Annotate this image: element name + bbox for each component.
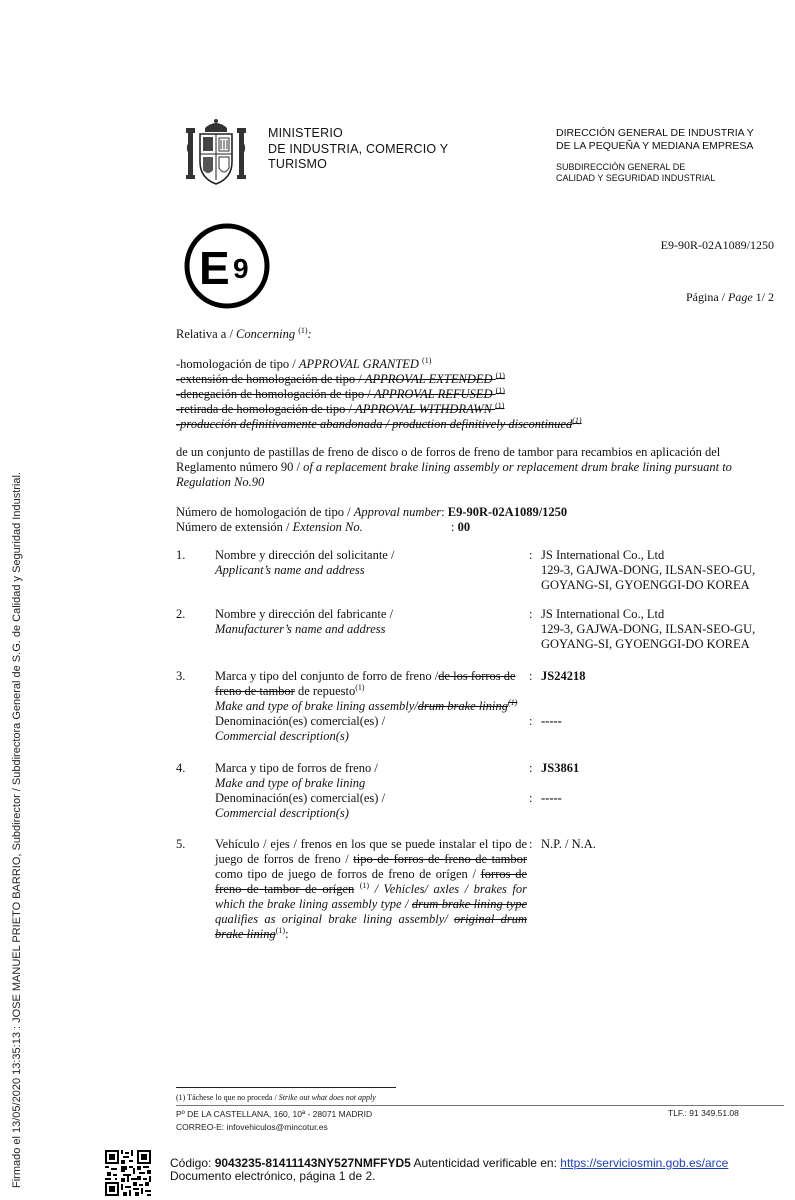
footer-email: CORREO-E: infovehiculos@mincotur.es (176, 1122, 328, 1132)
assembly-make-value: JS24218 (541, 669, 586, 683)
verification-link[interactable]: https://serviciosmin.gob.es/arce (560, 1156, 729, 1170)
reference-number: E9-90R-02A1089/1250 (660, 238, 774, 252)
verification-block: Código: 9043235-81411143NY527NMFFYD5 Autenticidad verificable en: https://serviciosmin.gob.es/arce Documento electrónico, página 1 de 2. (170, 1156, 729, 1183)
concerning-label: Relativa a / Concerning $^{(1)}$: (176, 325, 312, 341)
vehicles-value: N.P. / N.A. (541, 837, 596, 851)
item-manufacturer: 2. Nombre y dirección del fabricante / Manufacturer’s name and address : JS International Co., Ltd 129-3, GAJWA-DONG, ILSAN-SEO-GU, GOYANG-SI, GYOENGGI-DO KOREA (176, 607, 771, 652)
document-note: Documento electrónico, página 1 de 2. (170, 1169, 376, 1183)
subdirectorate-general: SUBDIRECCIÓN GENERAL DE CALIDAD Y SEGURIDAD INDUSTRIAL (556, 162, 716, 183)
qr-code-icon (105, 1150, 151, 1196)
signature-strip (0, 0, 22, 1200)
status-list (176, 357, 582, 432)
footer-phone: TLF.: 91 349.51.08 (668, 1108, 739, 1118)
footer-address: Pº DE LA CASTELLANA, 160, 10ª - 28071 MADRID CORREO-E: infovehiculos@mincotur.es (176, 1109, 373, 1132)
status-discontinued: -producción definitivamente abandonada / production definitively discontinued$^{(1)}$ (176, 415, 582, 431)
ministry-name: MINISTERIO DE INDUSTRIA, COMERCIO Y TURISMO (268, 126, 449, 171)
status-extended: -extensión de homologación de tipo / APPROVAL EXTENDED $^{(1)}$ (176, 370, 505, 386)
directorate-general: DIRECCIÓN GENERAL DE INDUSTRIA Y DE LA PEQUEÑA Y MEDIANA EMPRESA (556, 127, 754, 152)
intro-paragraph: de un conjunto de pastillas de freno de disco o de forros de freno de tambor para recambios en aplicación del Reglamento número 90 / of a replacement brake lining assembly or replacement drum brake lining pursuant to Regulation No.90 (176, 445, 732, 489)
extension-number: : 00 (451, 520, 471, 534)
item-vehicles: 5. Vehículo / ejes / frenos en los que se puede instalar el tipo de juego de forros de freno / tipo de forros de freno de tambor como tipo de juego de forros de freno de orígen / forros de freno de tambor de orígen $^{(1)}$ / Vehicles/ axles / brakes for which the brake lining assembly type / drum brake lining type qualifies as original brake lining assembly/ original drum brake lining$^{(1)}$: : N.P. / N.A. (176, 837, 771, 942)
approval-number-row: Número de homologación de tipo / Approval number: E9-90R-02A1089/1250 (176, 505, 568, 519)
status-withdrawn: -retirada de homologación de tipo / APPROVAL WITHDRAWN $^{(1)}$ (176, 400, 505, 416)
items-table (176, 548, 771, 942)
item-lining-make: 4. Marca y tipo de forros de freno / Make and type of brake lining : JS3861 (176, 761, 771, 791)
footnote-divider (176, 1087, 396, 1088)
item-assembly-make: 3. Marca y tipo del conjunto de forro de freno /de los forros de freno de tambor de repuesto$^{(1)}$ Make and type of brake lining assembly/drum brake lining$^{(1)}$ : JS24218 (176, 669, 771, 714)
page-indicator: Página / Page 1/ 2 (686, 290, 774, 304)
approval-number: E9-90R-02A1089/1250 (447, 505, 568, 519)
footnote: (1) Táchese lo que no proceda / Strike out what does not apply (176, 1093, 376, 1102)
manufacturer-value: JS International Co., Ltd 129-3, GAJWA-DONG, ILSAN-SEO-GU, GOYANG-SI, GYOENGGI-DO KOREA (541, 607, 756, 651)
applicant-value: JS International Co., Ltd 129-3, GAJWA-DONG, ILSAN-SEO-GU, GOYANG-SI, GYOENGGI-DO KOREA (541, 548, 756, 592)
item-applicant: 1. Nombre y dirección del solicitante / Applicant’s name and address : JS International Co., Ltd 129-3, GAJWA-DONG, ILSAN-SEO-GU, GOYANG-SI, GYOENGGI-DO KOREA (176, 548, 771, 593)
footer-divider (176, 1105, 784, 1106)
mark-letter: E (199, 242, 230, 294)
status-granted: -homologación de tipo / APPROVAL GRANTED $^{(1)}$ (176, 355, 432, 371)
e9-approval-mark-icon (183, 222, 271, 310)
item-assembly-commercial: Denominación(es) comercial(es) / Commercial description(s) : ----- (215, 714, 562, 743)
extension-number-row: Número de extensión / Extension No. (176, 520, 363, 534)
signature-text: Firmado el 13/05/2020 13:35:13 : JOSE MANUEL PRIETO BARRIO, Subdirector / Subdirectora General de S.G. de Calidad y Seguridad Industrial. (11, 472, 23, 1188)
coat-of-arms-icon (186, 118, 246, 188)
verification-code: 9043235-81411143NY527NMFFYD5 (214, 1156, 411, 1170)
status-refused: -denegación de homologación de tipo / APPROVAL REFUSED $^{(1)}$ (176, 385, 505, 401)
lining-make-value: JS3861 (541, 761, 580, 775)
item-lining-commercial: Denominación(es) comercial(es) / Commercial description(s) : ----- (215, 791, 562, 820)
mark-digit: 9 (233, 253, 249, 284)
